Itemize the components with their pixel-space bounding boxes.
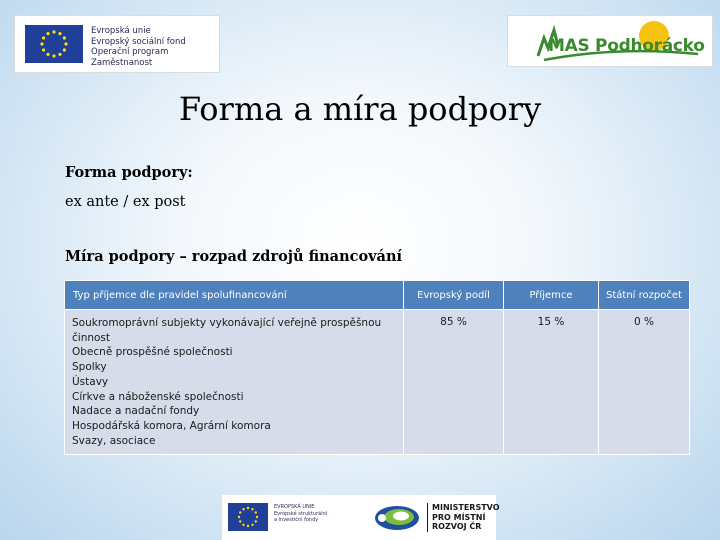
footer-eu-line: Evropské strukturální	[274, 510, 328, 517]
list-item: Obecně prospěšné společnosti	[72, 346, 233, 359]
mas-podhoracko-logo	[507, 15, 713, 67]
list-item: Církve a náboženské společnosti	[72, 390, 244, 403]
column-header-eu-share: Evropský podíl	[404, 281, 504, 310]
forma-heading: Forma podpory:	[65, 164, 193, 181]
recipient-share-value: 15 %	[504, 310, 599, 455]
mira-heading: Míra podpory – rozpad zdrojů financování	[65, 248, 402, 265]
ministry-emblem-icon	[372, 503, 422, 533]
column-header-state-budget: Státní rozpočet	[599, 281, 690, 310]
funding-table	[64, 280, 690, 455]
footer-eu-line: a investiční fondy	[274, 517, 319, 523]
eu-share-value: 85 %	[404, 310, 504, 455]
ministry-line: ROZVOJ ČR	[432, 522, 482, 531]
recipient-list	[65, 310, 404, 455]
state-budget-value: 0 %	[599, 310, 690, 455]
ministry-line: PRO MÍSTNÍ	[432, 512, 486, 522]
eu-flag-icon	[25, 25, 83, 63]
list-item: Hospodářská komora, Agrární komora	[72, 419, 271, 432]
list-item: Soukromoprávní subjekty vykonávající veřejně prospěšnou činnost	[72, 317, 382, 344]
eu-logo-line: Evropská unie	[91, 26, 151, 36]
eu-esf-logo	[14, 15, 220, 73]
eu-logo-line: Operační program Zaměstnanost	[91, 47, 169, 68]
list-item: Ústavy	[72, 375, 109, 388]
list-item: Svazy, asociace	[72, 434, 156, 447]
eu-logo-line: Evropský sociální fond	[91, 36, 186, 47]
eu-flag-icon	[228, 503, 268, 531]
table-header-row	[65, 281, 690, 310]
footer-logos	[222, 495, 500, 540]
mas-logo-text: MAS Podhorácko	[548, 36, 705, 56]
list-item: Nadace a nadační fondy	[72, 405, 200, 418]
column-header-recipient-type: Typ příjemce dle pravidel spolufinancování	[65, 281, 404, 310]
column-header-recipient: Příjemce	[504, 281, 599, 310]
list-item: Spolky	[72, 361, 107, 374]
ministry-line: MINISTERSTVO	[432, 503, 500, 512]
footer-eu-line: EVROPSKÁ UNIE	[274, 504, 315, 510]
table-row	[65, 310, 690, 455]
forma-value: ex ante / ex post	[65, 194, 186, 210]
page-title: Forma a míra podpory	[178, 90, 542, 128]
